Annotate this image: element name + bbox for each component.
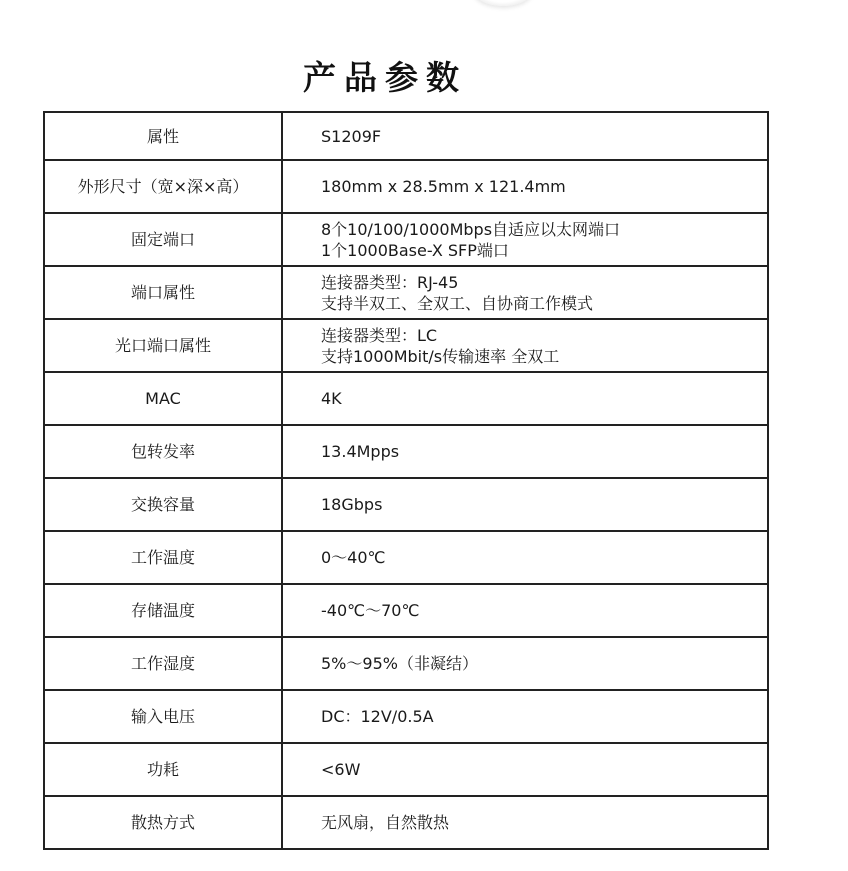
row-value (282, 319, 768, 372)
row-attr: 外形尺寸（宽×深×高） (44, 160, 282, 213)
spec-table (43, 111, 769, 850)
value-line: 5%～95%（非凝结） (321, 654, 478, 673)
row-attr: 光口端口属性 (44, 319, 282, 372)
table-row (44, 743, 768, 796)
row-value (282, 112, 768, 160)
page-title: 产品参数 (303, 58, 467, 97)
row-attr: 属性 (44, 112, 282, 160)
table-row (44, 690, 768, 743)
value-line: 连接器类型：LC (321, 325, 438, 345)
table-row (44, 266, 768, 319)
row-attr: 工作湿度 (44, 637, 282, 690)
table-row (44, 160, 768, 213)
row-value (282, 160, 768, 213)
table-row (44, 584, 768, 637)
value-line: -40℃～70℃ (321, 601, 420, 620)
row-attr: 工作温度 (44, 531, 282, 584)
value-line: 0～40℃ (321, 548, 386, 567)
table-row (44, 478, 768, 531)
row-value (282, 637, 768, 690)
value-line: 连接器类型：RJ-45 (321, 272, 459, 292)
table-row (44, 213, 768, 266)
table-row (44, 796, 768, 849)
value-line: 支持1000Mbit/s传输速率 全双工 (321, 346, 560, 366)
value-line: <6W (321, 760, 361, 779)
row-value (282, 690, 768, 743)
value-line: S1209F (321, 126, 382, 146)
row-attr: 输入电压 (44, 690, 282, 743)
table-row (44, 112, 768, 160)
row-attr: 包转发率 (44, 425, 282, 478)
row-value (282, 372, 768, 425)
value-line: DC：12V/0.5A (321, 707, 434, 726)
table-row (44, 319, 768, 372)
product-image-edge (472, 0, 534, 6)
value-line: 1个1000Base-X SFP端口 (321, 240, 509, 260)
row-attr: 固定端口 (44, 213, 282, 266)
table-row (44, 372, 768, 425)
row-attr: 存储温度 (44, 584, 282, 637)
value-line: 支持半双工、全双工、自协商工作模式 (321, 293, 594, 313)
row-value (282, 796, 768, 849)
value-line: 无风扇，自然散热 (321, 813, 450, 832)
value-line: 18Gbps (321, 495, 383, 514)
row-attr: 功耗 (44, 743, 282, 796)
row-value (282, 478, 768, 531)
row-value (282, 531, 768, 584)
value-line: 4K (321, 389, 342, 408)
table-row (44, 637, 768, 690)
table-row (44, 425, 768, 478)
value-line: 13.4Mpps (321, 442, 400, 461)
row-value (282, 425, 768, 478)
row-value (282, 584, 768, 637)
row-attr: 交换容量 (44, 478, 282, 531)
row-value (282, 266, 768, 319)
row-value (282, 213, 768, 266)
value-line: 8个10/100/1000Mbps自适应以太网端口 (321, 219, 621, 239)
row-attr: 端口属性 (44, 266, 282, 319)
row-value (282, 743, 768, 796)
row-attr: 散热方式 (44, 796, 282, 849)
table-row (44, 531, 768, 584)
value-line: 180mm x 28.5mm x 121.4mm (321, 177, 566, 196)
row-attr: MAC (44, 372, 282, 425)
